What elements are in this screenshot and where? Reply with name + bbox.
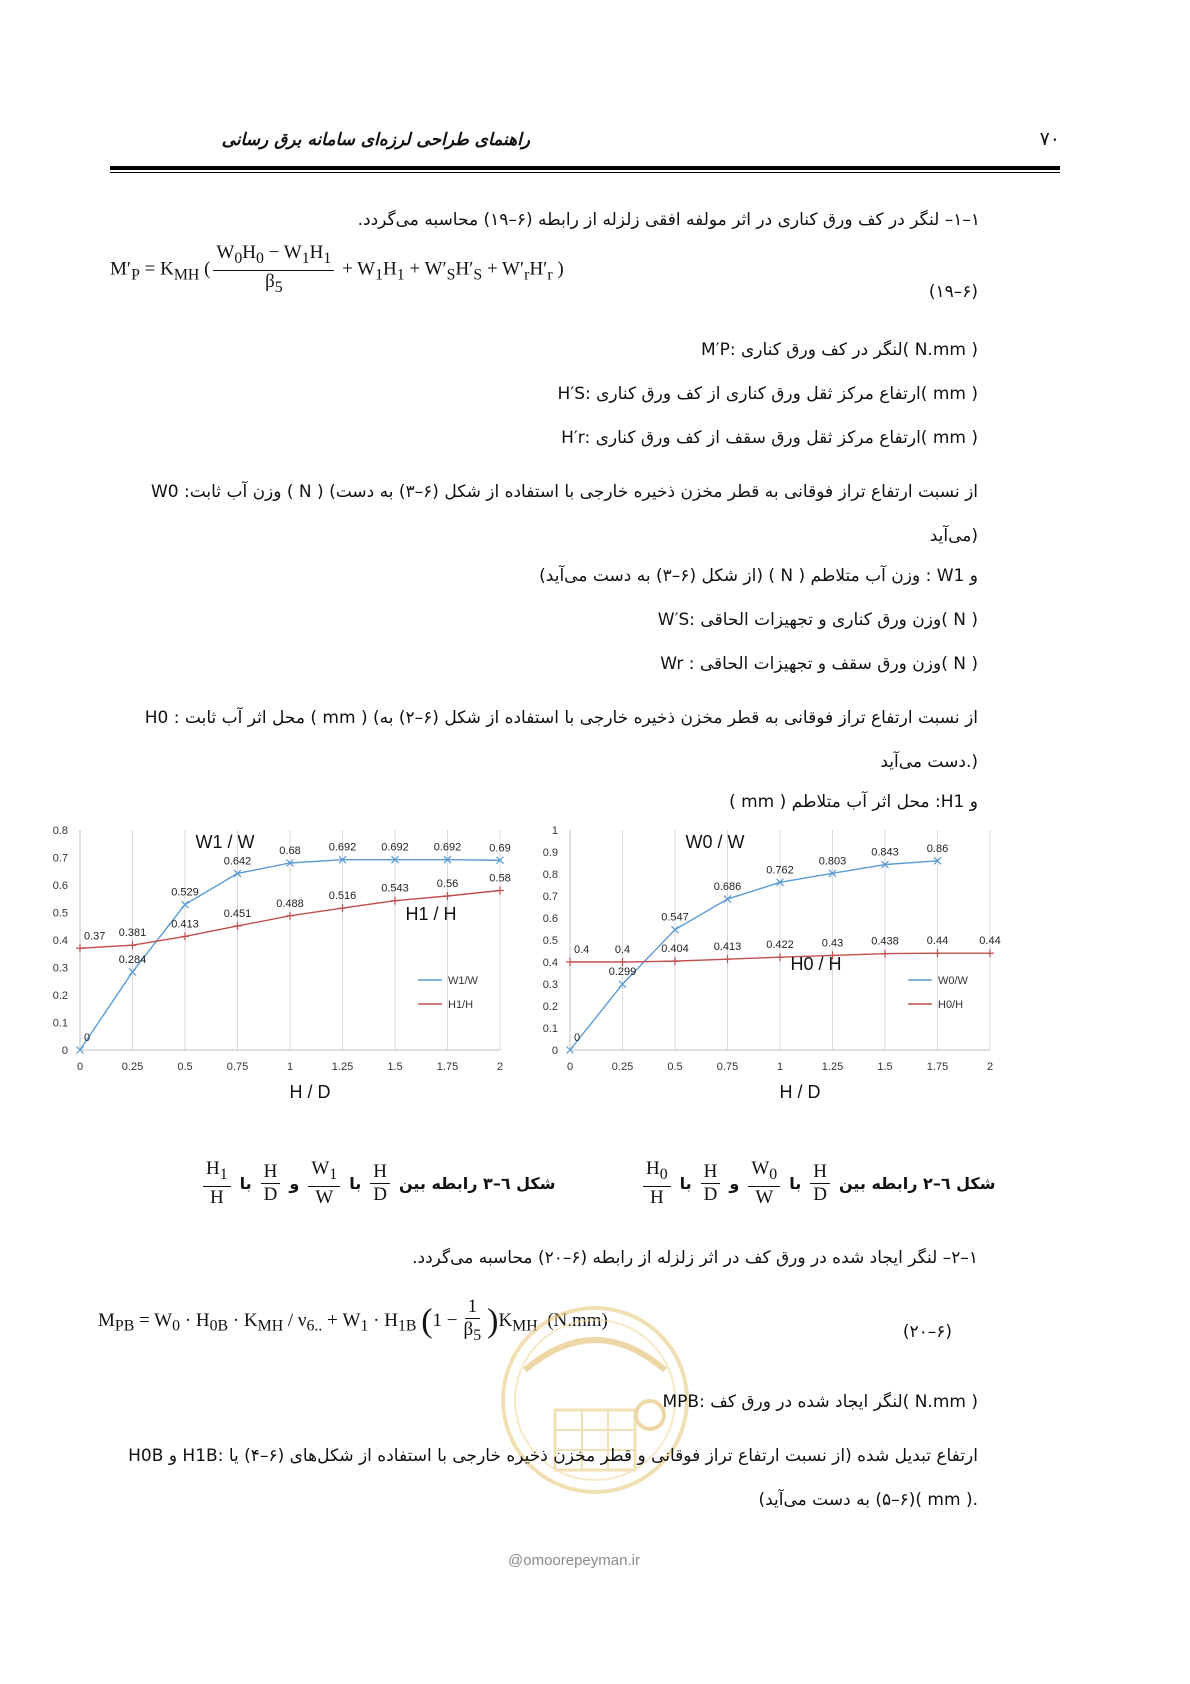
equation-20-number: (۲۰–۶) bbox=[902, 1322, 952, 1342]
legend-label: W1/W bbox=[448, 975, 478, 987]
x-tick-label: 1.5 bbox=[877, 1061, 893, 1073]
data-point bbox=[724, 955, 732, 963]
x-tick-label: 0.5 bbox=[177, 1061, 193, 1073]
y-tick-label: 0.1 bbox=[52, 1017, 68, 1030]
definition-symbol: H′r bbox=[561, 428, 585, 448]
data-point bbox=[286, 912, 294, 920]
caption-with: با bbox=[239, 1173, 252, 1193]
y-tick-label: 0.2 bbox=[542, 1001, 558, 1013]
equation-19-number: (۱۹–۶) bbox=[928, 282, 978, 302]
x-tick-label: 0.5 bbox=[667, 1061, 683, 1073]
x-tick-label: 0.25 bbox=[611, 1061, 634, 1073]
definition-text: : وزن ورق کناری و تجهیزات الحاقی( N ) bbox=[689, 610, 978, 630]
x-tick-label: 0 bbox=[76, 1061, 84, 1073]
x-tick-label: 1 bbox=[286, 1061, 294, 1073]
data-label: 0.692 bbox=[433, 841, 462, 854]
definition-symbol: MPB bbox=[662, 1392, 700, 1412]
figure-3-caption bbox=[200, 1158, 555, 1209]
chart-figure-2-svg bbox=[530, 818, 1030, 1118]
page-number: ۷۰ bbox=[1039, 128, 1060, 150]
fraction-w1-w: $\frac{W_1}{W}$ bbox=[308, 1158, 340, 1209]
y-tick-label: 0.5 bbox=[542, 935, 558, 947]
chart-figure-3 bbox=[40, 818, 540, 1118]
y-tick-label: 0.7 bbox=[52, 852, 68, 865]
data-label: 0.803 bbox=[818, 855, 847, 868]
data-label: 0.692 bbox=[381, 841, 409, 854]
definition-symbol: W0 bbox=[150, 482, 179, 502]
y-tick-label: 0.6 bbox=[542, 913, 558, 925]
y-tick-label: 0 bbox=[551, 1045, 558, 1057]
definition-text: :وزن آب ثابت ( N ) (از نسبت ارتفاع تراز فوقانی به قطر مخزن ذخیره خارجی با استفاده از شکل (۶–۳) به دست می‌آید) bbox=[178, 482, 978, 546]
x-tick-label: 1.75 bbox=[926, 1061, 949, 1073]
definition-symbol: Wr bbox=[660, 654, 684, 674]
x-tick-label: 2 bbox=[496, 1061, 504, 1073]
definition-h1 bbox=[118, 790, 978, 814]
equation-20-unit: (N.mm) bbox=[547, 1309, 608, 1331]
data-label: 0.4 bbox=[614, 944, 631, 956]
fraction-h-d: $\frac{H}{D}$ bbox=[701, 1161, 721, 1206]
y-tick-label: 0.6 bbox=[52, 880, 68, 892]
data-label: 0.37 bbox=[84, 930, 106, 943]
data-label: 0.547 bbox=[661, 911, 689, 924]
definition-text: : محل اثر آب متلاطم ( mm ) bbox=[729, 792, 941, 812]
definition-hs bbox=[118, 382, 978, 406]
definition-symbol: H0 bbox=[144, 708, 169, 728]
data-label: 0.68 bbox=[279, 845, 301, 857]
data-point bbox=[444, 892, 452, 900]
fraction-h-d: $\frac{H}{D}$ bbox=[810, 1161, 830, 1206]
data-point bbox=[776, 953, 784, 961]
x-tick-label: 2 bbox=[986, 1061, 994, 1073]
data-point bbox=[496, 887, 504, 895]
caption-conj: و bbox=[289, 1173, 300, 1193]
definition-w1 bbox=[118, 564, 978, 588]
x-tick-label: 1.5 bbox=[387, 1061, 403, 1073]
y-tick-label: 0.5 bbox=[52, 907, 68, 920]
caption-with: با bbox=[789, 1173, 802, 1193]
definition-mp bbox=[118, 338, 978, 362]
data-label: 0.44 bbox=[979, 935, 1001, 948]
data-point bbox=[934, 949, 942, 957]
equation-19: $M'_P = K_{MH}$ ( $\frac{W_0H_0 - W_1H_1}{\beta_5}$ + $W_1H_1 + W'_SH'_S + W'_rH'_r$ ) bbox=[110, 242, 564, 296]
definition-wr bbox=[118, 652, 978, 676]
definition-text: : لنگر در کف ورق کناری( N.mm ) bbox=[729, 340, 978, 360]
definition-text: : ارتفاع تبدیل شده (از نسبت ارتفاع تراز فوقانی و قطر مخزن ذخیره خارجی با استفاده از شکل‌های (۶–۴) یا (۶–۵) به دست می‌آید)( mm ). bbox=[217, 1446, 978, 1510]
definition-h0b-h1b bbox=[108, 1434, 978, 1522]
data-point bbox=[339, 904, 347, 912]
fraction-h0-h: $\frac{H_0}{H}$ bbox=[643, 1158, 671, 1209]
definition-mpb bbox=[118, 1390, 978, 1414]
y-tick-label: 0.7 bbox=[542, 891, 558, 903]
figure-3-caption-text: شکل ٦–۳ رابطه بین bbox=[398, 1173, 556, 1193]
definition-symbol: W′S bbox=[657, 610, 690, 630]
section-1-heading: ۱–۱– لنگر در کف ورق کناری در اثر مولفه افقی زلزله از رابطه (۶–۱۹) محاسبه می‌گردد. bbox=[357, 210, 980, 230]
data-label: 0.762 bbox=[766, 864, 794, 877]
legend-label: W0/W bbox=[938, 975, 968, 987]
data-point bbox=[391, 897, 399, 905]
data-label: 0.4 bbox=[574, 944, 590, 956]
x-tick-label: 0.75 bbox=[716, 1061, 739, 1073]
definition-text: : ارتفاع مرکز ثقل ورق کناری از کف ورق کناری( mm ) bbox=[584, 384, 978, 404]
x-tick-label: 1.75 bbox=[436, 1061, 459, 1073]
data-label: 0.43 bbox=[821, 937, 844, 950]
x-tick-label: 0 bbox=[566, 1061, 574, 1073]
data-point bbox=[671, 957, 679, 965]
data-label: 0.843 bbox=[871, 846, 899, 859]
figure-2-caption bbox=[640, 1158, 995, 1209]
y-tick-label: 0.3 bbox=[52, 962, 68, 975]
annotation-bottom: H1 / H bbox=[405, 904, 457, 924]
x-tick-label: 1.25 bbox=[821, 1061, 844, 1073]
figure-2-caption-text: شکل ٦–۲ رابطه بین bbox=[838, 1173, 996, 1193]
y-tick-label: 0.9 bbox=[542, 847, 558, 859]
data-point bbox=[181, 932, 189, 940]
data-label: 0.404 bbox=[661, 943, 689, 956]
data-label: 0.381 bbox=[118, 927, 147, 940]
data-label: 0.58 bbox=[489, 872, 511, 885]
definition-ws bbox=[118, 608, 978, 632]
fraction-w0-w: $\frac{W_0}{W}$ bbox=[748, 1158, 780, 1209]
definition-hr bbox=[118, 426, 978, 450]
data-point bbox=[881, 950, 889, 958]
y-tick-label: 0.4 bbox=[542, 957, 558, 969]
y-tick-label: 0 bbox=[61, 1045, 68, 1057]
y-tick-label: 0.2 bbox=[52, 990, 68, 1002]
definition-text: : وزن ورق سقف و تجهیزات الحاقی( N ) bbox=[683, 654, 978, 674]
data-point bbox=[566, 958, 574, 966]
x-tick-label: 0.25 bbox=[121, 1061, 144, 1073]
definition-w0 bbox=[108, 470, 978, 558]
y-tick-label: 0.1 bbox=[542, 1023, 558, 1035]
section-2-heading: ۱–۲– لنگر ایجاد شده در ورق کف در اثر زلزله از رابطه (۶–۲۰) محاسبه می‌گردد. bbox=[412, 1248, 978, 1268]
data-label: 0.413 bbox=[713, 941, 742, 954]
definition-text: : محل اثر آب ثابت ( mm ) (از نسبت ارتفاع تراز فوقانی به قطر مخزن ذخیره خارجی با استفاده از شکل (۶–۲) به دست می‌آید.) bbox=[168, 708, 978, 772]
legend-label: H1/H bbox=[448, 999, 474, 1011]
data-label: 0.422 bbox=[766, 939, 794, 952]
data-point bbox=[129, 941, 137, 949]
running-header-title: راهنمای طراحی لرزه‌ای سامانه برق رسانی bbox=[221, 130, 530, 150]
data-label: 0.516 bbox=[328, 890, 357, 903]
definition-symbol: H0B و H1B bbox=[128, 1446, 218, 1466]
definition-h0 bbox=[108, 696, 978, 784]
caption-with: با bbox=[679, 1173, 692, 1193]
caption-conj: و bbox=[729, 1173, 740, 1193]
definition-text: : وزن آب متلاطم ( N ) (از شکل (۶–۳) به دست می‌آید) bbox=[539, 566, 937, 586]
header-rule-thick bbox=[110, 166, 1060, 170]
y-tick-label: 0.4 bbox=[52, 935, 68, 947]
data-label: 0.44 bbox=[926, 935, 949, 948]
chart-figure-2 bbox=[530, 818, 1030, 1118]
legend-label: H0/H bbox=[938, 999, 964, 1011]
data-label: 0 bbox=[84, 1032, 91, 1044]
y-tick-label: 0.3 bbox=[542, 979, 558, 991]
data-point bbox=[986, 949, 994, 957]
fraction-h-d: $\frac{H}{D}$ bbox=[261, 1161, 281, 1206]
data-label: 0.86 bbox=[926, 842, 949, 855]
data-label: 0.488 bbox=[276, 897, 304, 910]
data-label: 0.642 bbox=[223, 855, 252, 868]
x-tick-label: 1 bbox=[776, 1061, 784, 1073]
definition-text: : ارتفاع مرکز ثقل ورق سقف از کف ورق کناری( mm ) bbox=[584, 428, 978, 448]
caption-with: با bbox=[349, 1173, 362, 1193]
definition-symbol: M′P bbox=[701, 340, 730, 360]
annotation-top: W1 / W bbox=[195, 832, 255, 852]
data-label: 0.529 bbox=[171, 886, 199, 899]
x-axis-label: H / D bbox=[289, 1082, 331, 1102]
y-tick-label: 0.8 bbox=[52, 825, 68, 837]
fraction-h-d: $\frac{H}{D}$ bbox=[370, 1161, 390, 1206]
data-label: 0.69 bbox=[489, 842, 511, 855]
x-tick-label: 0.75 bbox=[226, 1061, 249, 1073]
y-tick-label: 1 bbox=[551, 825, 558, 837]
x-tick-label: 1.25 bbox=[331, 1061, 354, 1073]
data-point bbox=[234, 922, 242, 930]
definition-text: : لنگر ایجاد شده در ورق کف( N.mm ) bbox=[699, 1392, 978, 1412]
data-label: 0.692 bbox=[328, 841, 357, 854]
chart-figure-3-svg bbox=[40, 818, 540, 1118]
data-label: 0.284 bbox=[118, 953, 147, 966]
data-label: 0.413 bbox=[171, 918, 199, 931]
data-label: 0.56 bbox=[436, 878, 459, 890]
data-label: 0.299 bbox=[608, 966, 637, 979]
data-label: 0.451 bbox=[223, 907, 252, 920]
header-rule-thin bbox=[110, 172, 1060, 173]
annotation-top: W0 / W bbox=[685, 832, 745, 852]
definition-symbol: و W1 bbox=[936, 566, 978, 586]
data-label: 0.686 bbox=[713, 881, 742, 894]
data-point bbox=[619, 958, 627, 966]
data-label: 0.543 bbox=[381, 882, 409, 895]
fraction-h1-h: $\frac{H_1}{H}$ bbox=[203, 1158, 231, 1209]
data-point bbox=[76, 944, 84, 952]
data-label: 0.438 bbox=[871, 935, 899, 948]
x-axis-label: H / D bbox=[779, 1082, 821, 1102]
watermark-site: @omoorepeyman.ir bbox=[508, 1552, 640, 1569]
equation-20: $M_{PB} = W_0 \cdot H_{0B} \cdot K_{MH} / \nu_{6..} + W_1 \cdot H_{1B}$ (1 − $\frac{1}{\beta_5}$ )$K_{MH}$ (N.mm) bbox=[98, 1296, 608, 1344]
definition-symbol: و H1 bbox=[940, 792, 978, 812]
y-tick-label: 0.8 bbox=[542, 869, 558, 881]
data-label: 0 bbox=[574, 1032, 581, 1044]
definition-symbol: H′S bbox=[557, 384, 585, 404]
annotation-bottom: H0 / H bbox=[790, 954, 842, 974]
